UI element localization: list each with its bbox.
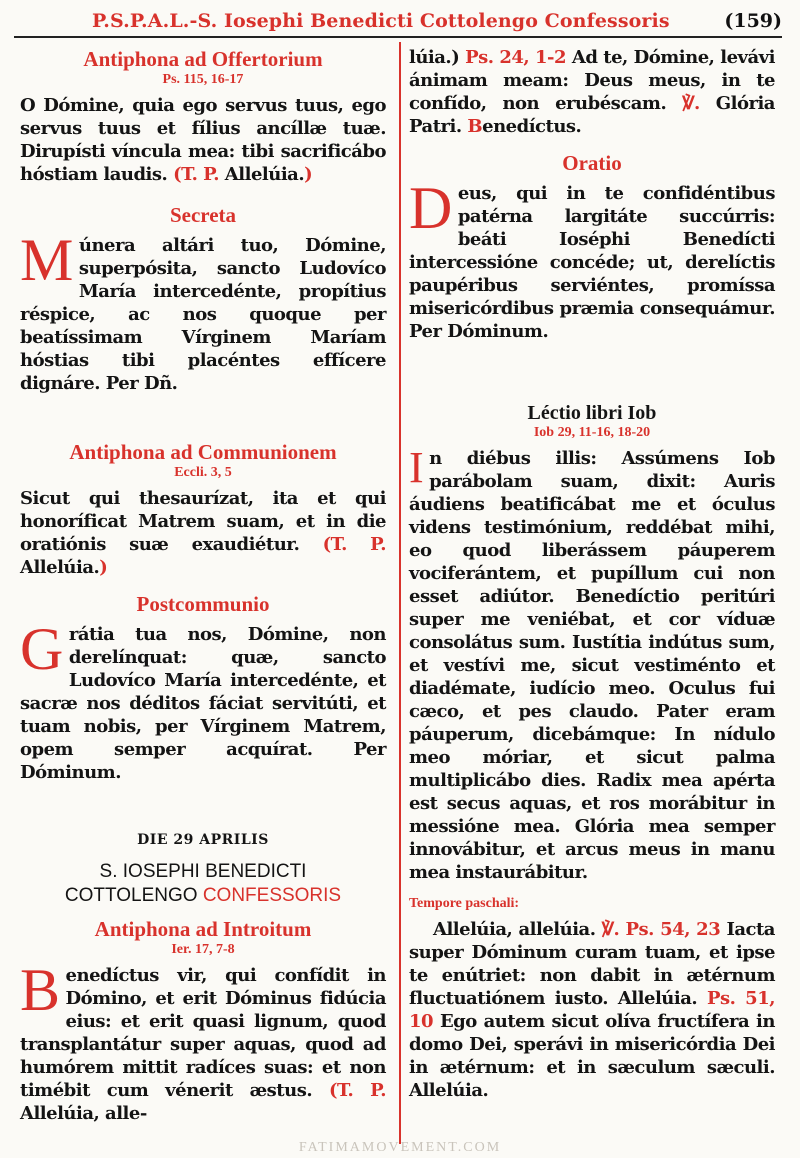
benedictus-initial: B xyxy=(467,116,483,137)
page-number: (159) xyxy=(724,10,782,32)
page-header xyxy=(14,6,782,38)
offertorium-heading: Antiphona ad Offertorium xyxy=(83,47,323,71)
lectio-section xyxy=(409,401,775,884)
introitus-psalm-ref: Ps. 24, 1-2 xyxy=(465,47,567,68)
saint-name-line1: S. IOSEPHI BENEDICTI xyxy=(99,861,307,882)
communio-close: ) xyxy=(99,557,108,578)
lectio-text xyxy=(409,443,775,884)
communio-tp: (T. P. xyxy=(322,534,386,555)
communio-reference: Eccli. 3, 5 xyxy=(174,465,232,480)
oratio-text xyxy=(409,175,775,343)
postcommunio-body: rátia tua nos, Dómine, non derelínquat: quæ, sancto Ludovíco María intercedénte, et sacræ nos déditos fáciat servitúti, et tuam nobis, per Vírginem Matrem, opem semper acquírat. Per Dóminum. xyxy=(20,624,386,783)
offertorium-body: O Dómine, quia ego servus tuus, ego servus tuus et fílius ancíllæ tuæ. Dirupísti víncula mea: tibi sacrificábo hóstiam laudis. xyxy=(20,95,386,185)
paschal-text-2: Ego autem sicut olíva fructífera in domo Dei, sperávi in misericórdia Dei in ætérnum: et in sæculum sæculi. Allelúia. xyxy=(409,1011,775,1101)
benedictus-rest: enedíctus. xyxy=(482,116,582,137)
secreta-text xyxy=(20,227,386,395)
secreta-heading: Secreta xyxy=(169,203,237,227)
introitus-continuation xyxy=(409,46,775,138)
offertorium-text xyxy=(20,94,386,186)
introitus-cont-lead: lúia.) xyxy=(409,47,460,68)
secreta-body: únera altári tuo, Dómine, superpósita, sancto Ludovíco María intercedénte, propítius réspice, ac nos quoque per beatíssimam Vírginem Maríam hóstias tibi placéntes effícere dignáre. Per Dñ. xyxy=(20,235,386,394)
offertorium-alleluia: Allelúia. xyxy=(224,164,305,185)
saint-name-line2 xyxy=(20,884,386,908)
left-column xyxy=(20,46,386,1125)
postcommunio-initial: G xyxy=(20,616,63,682)
paschal-psalm-ref: ℣. Ps. 54, 23 xyxy=(601,919,721,940)
postcommunio-text xyxy=(20,616,386,784)
oratio-body: eus, qui in te confidéntibus patérna largitáte succúrris: beáti Ioséphi Benedícti intercessióne concéde; ut, derelíctis paupéribus serviéntes, promíssa misericórdibus præmia consequámur. Per Dóminum. xyxy=(409,183,775,342)
offertorium-section xyxy=(20,46,386,186)
introitus-alleluia: Allelúia, alle- xyxy=(20,1103,147,1124)
lectio-initial: I xyxy=(409,443,424,492)
secreta-section xyxy=(20,202,386,395)
introitus-tp: (T. P. xyxy=(328,1080,386,1101)
feast-title-block xyxy=(20,832,386,908)
postcommunio-heading: Postcommunio xyxy=(136,592,270,616)
introitus-heading: Antiphona ad Introitum xyxy=(94,917,312,941)
oratio-heading: Oratio xyxy=(562,151,622,175)
communio-section xyxy=(20,439,386,579)
offertorium-close: ) xyxy=(304,164,313,185)
postcommunio-section xyxy=(20,591,386,784)
right-column xyxy=(409,46,775,1102)
saint-rank: CONFESSORIS xyxy=(202,885,342,906)
versicle-symbol: ℣. xyxy=(682,93,700,114)
watermark: FATIMAMOVEMENT.COM xyxy=(298,1140,502,1155)
communio-text xyxy=(20,487,386,579)
introitus-reference: Ier. 17, 7-8 xyxy=(171,942,235,957)
paschal-psalm2-ref: Ps. 51, 10 xyxy=(409,988,775,1032)
communio-alleluia: Allelúia. xyxy=(20,557,100,578)
lectio-reference: Iob 29, 11-16, 18-20 xyxy=(533,425,651,440)
column-divider xyxy=(399,42,401,1144)
paschal-alleluia: Allelúia, allelúia. xyxy=(433,919,596,940)
offertorium-reference: Ps. 115, 16-17 xyxy=(162,72,244,87)
lectio-body: n diébus illis: Assúmens Iob parábolam suam, dixit: Auris áudiens beatificábat me et óculus videns testimónium, reddébat mihi, eo quod liberássem páuperem vociferántem, et pupíllum cui non esset adiútor. Benedíctio peritúri super me veniébat, et cor víduæ consolátus sum. Iustítia indútus sum, et vestívi me, sicut vestiménto et diadémate, iudício meo. Oculus fui cæco, et pes claudo. Pater eram páuperum, dicebámque: In nídulo meo móriar, et sicut palma multiplicábo dies. Radix mea apérta est secus aquas, et ros morábitur in messióne mea. Glória mea semper innovábitur, et arcus meus in manu mea instaurábitur. xyxy=(409,448,775,883)
paschal-text xyxy=(409,918,775,1102)
lectio-heading: Léctio libri Iob xyxy=(527,402,657,424)
paschal-label: Tempore paschali: xyxy=(409,896,520,911)
secreta-initial: M xyxy=(20,227,73,293)
communio-body: Sicut qui thesaurízat, ita et qui honoríficat Matrem suam, et in die oratiónis suæ exaudiétur. xyxy=(20,488,386,555)
page-title: P.S.P.A.L.-S. Iosephi Benedicti Cottolengo Confessoris xyxy=(92,10,670,32)
oratio-initial: D xyxy=(409,175,452,241)
introitus-initial: B xyxy=(20,957,60,1023)
gloria-patri: Glória Patri. xyxy=(409,93,775,137)
introitus-psalm-text: Ad te, Dómine, levávi ánimam meam: Deus meus, in te confído, non erubéscam. xyxy=(409,47,775,114)
oratio-section xyxy=(409,150,775,343)
paschal-section xyxy=(409,896,775,1102)
communio-heading: Antiphona ad Communionem xyxy=(69,440,337,464)
introitus-text xyxy=(20,957,386,1125)
saint-surname: COTTOLENGO xyxy=(64,885,198,906)
offertorium-tp: (T. P. xyxy=(173,164,220,185)
introitus-body: enedíctus vir, qui confídit in Dómino, et erit Dóminus fidúcia eius: et erit quasi lignum, quod transplantátur super aquas, quod ad humórem mittit radíces suas: et non timébit cum vénerit æstus. xyxy=(20,965,386,1101)
introitus-section xyxy=(20,916,386,1125)
paschal-text-1: Iacta super Dóminum curam tuam, et ipse te enútriet: non dabit in ætérnum fluctuatiónem iusto. Allelúia. xyxy=(409,919,775,1009)
feast-date: DIE 29 APRILIS xyxy=(137,832,269,848)
